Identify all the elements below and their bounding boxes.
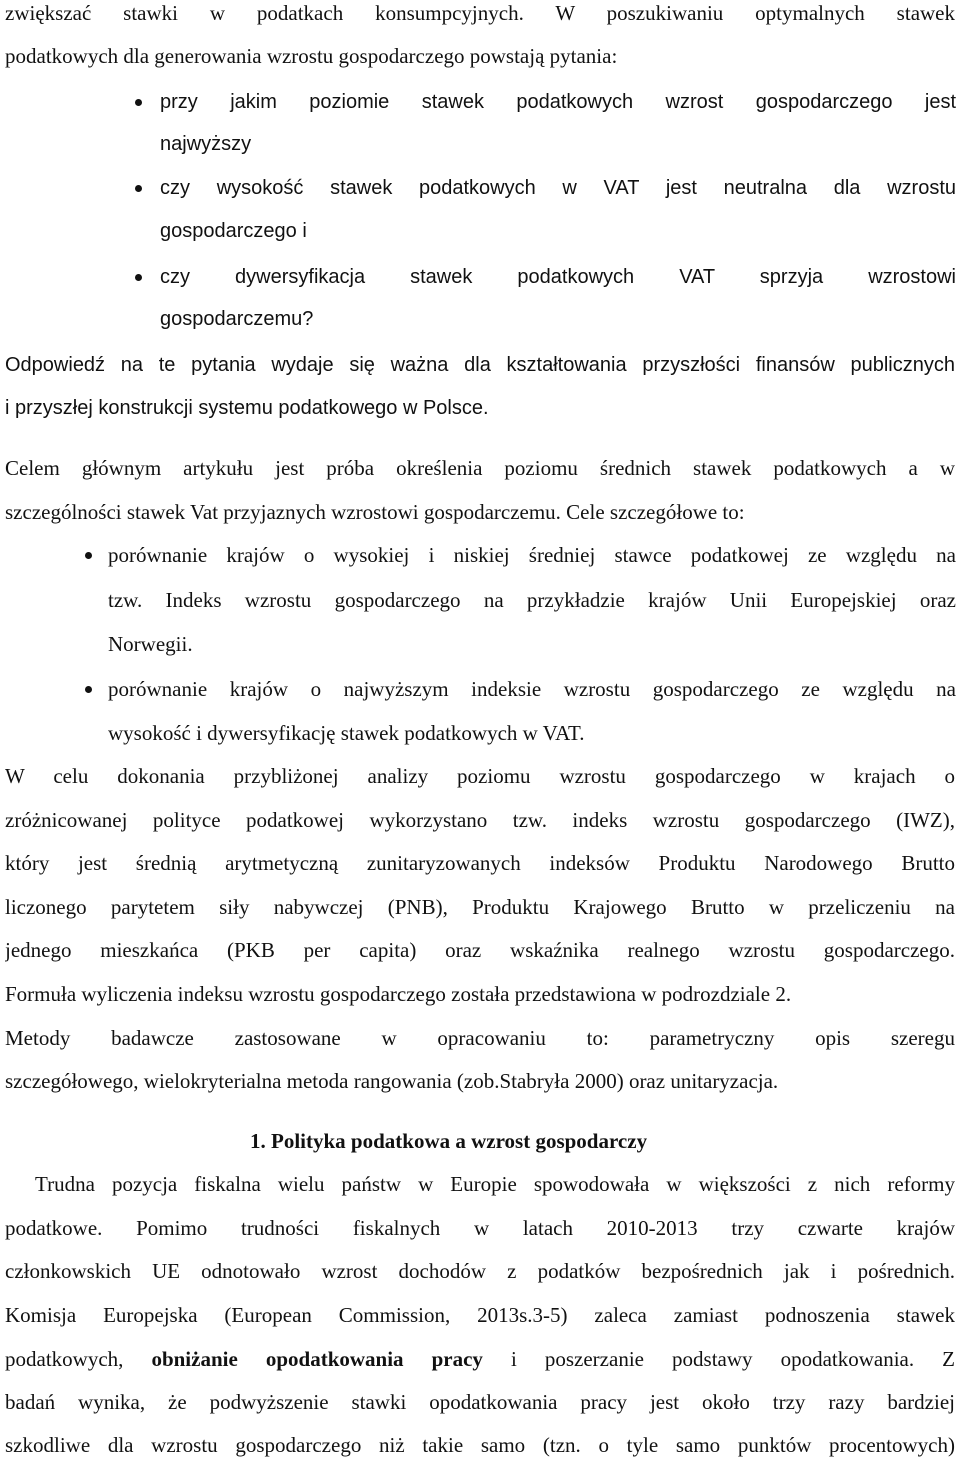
text-line: szkodliwe dla wzrostu gospodarczego niż takie samo (tzn. o tyle samo punktów procentowych): [5, 1433, 955, 1457]
text-line: Trudna pozycja fiskalna wielu państw w Europie spowodowała w większości z nich reformy: [35, 1172, 955, 1196]
text-line: Formuła wyliczenia indeksu wzrostu gospodarczego została przedstawiona w podrozdziale 2.: [5, 982, 792, 1006]
text-line: zróżnicowanej polityce podatkowej wykorzystano tzw. indeks wzrostu gospodarczego (IWZ),: [5, 808, 955, 832]
bullet-icon: [135, 99, 142, 106]
text-line: Celem głównym artykułu jest próba określenia poziomu średnich stawek podatkowych a w: [5, 456, 955, 480]
text-line: i przyszłej konstrukcji systemu podatkowego w Polsce.: [5, 397, 489, 419]
text-line: podatkowych dla generowania wzrostu gospodarczego powstają pytania:: [5, 44, 618, 68]
text-line: Odpowiedź na te pytania wydaje się ważna dla kształtowania przyszłości finansów publicznych: [5, 354, 955, 376]
text-run: i poszerzanie podstawy opodatkowania. Z: [482, 1347, 955, 1371]
text-line: jednego mieszkańca (PKB per capita) oraz wskaźnika realnego wzrostu gospodarczego.: [5, 938, 955, 962]
list-item-text: gospodarczemu?: [160, 308, 314, 330]
text-line: podatkowe. Pomimo trudności fiskalnych w latach 2010-2013 trzy czwarte krajów: [5, 1216, 955, 1240]
text-line: członkowskich UE odnotowało wzrost dochodów z podatków bezpośrednich jak i pośrednich.: [5, 1259, 955, 1283]
text-run: podatkowych,: [5, 1347, 152, 1371]
text-line: Metody badawcze zastosowane w opracowaniu to: parametryczny opis szeregu: [5, 1026, 955, 1050]
section-heading: 1. Polityka podatkowa a wzrost gospodarczy: [250, 1129, 648, 1153]
list-item-text: najwyższy: [160, 133, 252, 155]
list-item-text: porównanie krajów o wysokiej i niskiej średniej stawce podatkowej ze względu na: [108, 543, 956, 567]
bullet-icon: [85, 686, 92, 693]
text-line: badań wynika, że podwyższenie stawki opodatkowania pracy jest około trzy razy bardziej: [5, 1390, 955, 1414]
bullet-icon: [135, 185, 142, 192]
list-item-text: wysokość i dywersyfikację stawek podatkowych w VAT.: [108, 721, 585, 745]
bullet-icon: [85, 552, 92, 559]
text-line: który jest średnią arytmetyczną zunitaryzowanych indeksów Produktu Narodowego Brutto: [5, 851, 955, 875]
list-item-text: czy dywersyfikacja stawek podatkowych VAT sprzyja wzrostowi: [160, 266, 956, 288]
list-item-text: czy wysokość stawek podatkowych w VAT jest neutralna dla wzrostu: [160, 177, 956, 199]
list-item-text: porównanie krajów o najwyższym indeksie wzrostu gospodarczego ze względu na: [108, 677, 956, 701]
text-line-mixed: [5, 1346, 955, 1372]
list-item-text: przy jakim poziomie stawek podatkowych wzrost gospodarczego jest: [160, 91, 956, 113]
list-item-text: gospodarczego i: [160, 220, 307, 242]
text-line: Komisja Europejska (European Commission, 2013s.3-5) zaleca zamiast podnoszenia stawek: [5, 1303, 955, 1327]
text-line: szczegółowego, wielokryterialna metoda rangowania (zob.Stabryła 2000) oraz unitaryzacja.: [5, 1069, 779, 1093]
text-line: zwiększać stawki w podatkach konsumpcyjnych. W poszukiwaniu optymalnych stawek: [5, 1, 955, 25]
text-line: W celu dokonania przybliżonej analizy poziomu wzrostu gospodarczego w krajach o: [5, 764, 955, 788]
text-line: szczególności stawek Vat przyjaznych wzrostowi gospodarczemu. Cele szczegółowe to:: [5, 500, 745, 524]
bold-emphasis: obniżanie opodatkowania pracy: [151, 1347, 483, 1371]
bullet-icon: [135, 274, 142, 281]
list-item-text: tzw. Indeks wzrostu gospodarczego na przykładzie krajów Unii Europejskiej oraz: [108, 588, 956, 612]
list-item-text: Norwegii.: [108, 632, 193, 656]
text-line: liczonego parytetem siły nabywczej (PNB), Produktu Krajowego Brutto w przeliczeniu na: [5, 895, 955, 919]
